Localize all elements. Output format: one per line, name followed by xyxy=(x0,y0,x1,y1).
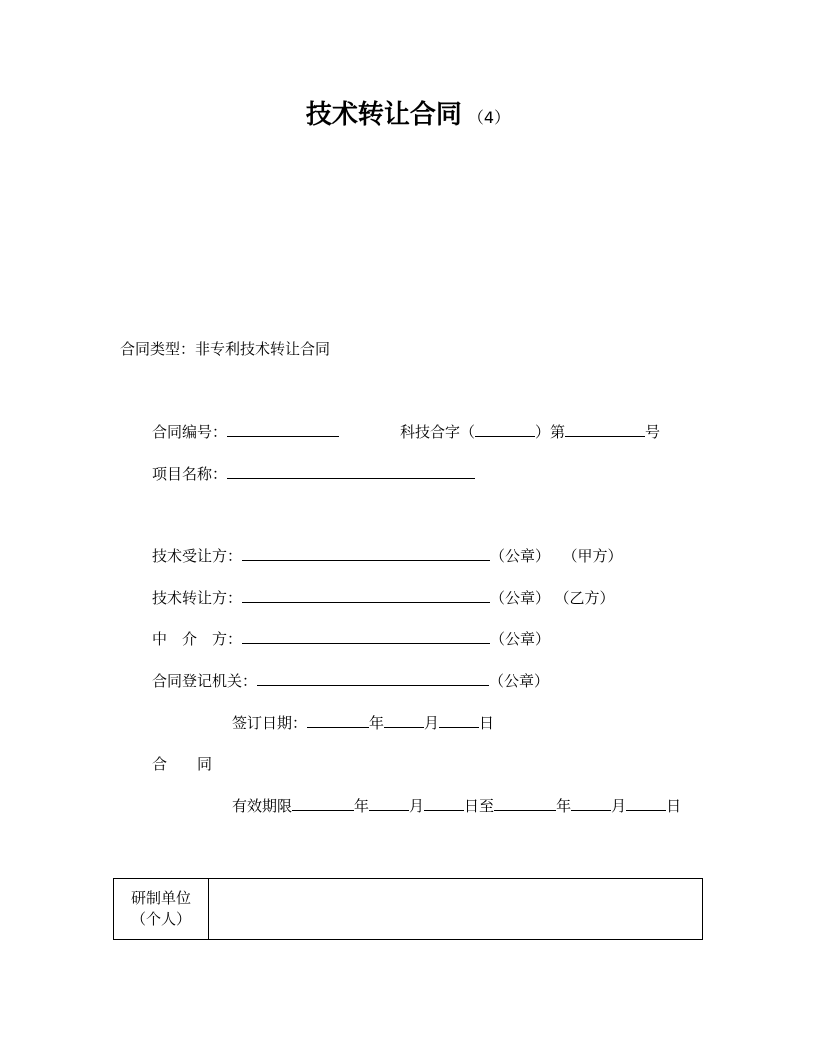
sign-date-label: 签订日期： xyxy=(232,714,308,732)
developer-label-line2: （个人） xyxy=(130,910,191,928)
party-label: 技术转让方： xyxy=(152,589,243,607)
contract-number-line xyxy=(152,422,339,442)
validity-year-unit: 年 xyxy=(354,797,370,815)
project-name-line xyxy=(152,464,475,484)
sign-day-field[interactable] xyxy=(439,713,479,728)
validity-day2-field[interactable] xyxy=(626,796,666,811)
sign-year-field[interactable] xyxy=(307,713,369,728)
party-seal: （公章） xyxy=(490,630,551,648)
validity-day2-unit: 日 xyxy=(666,797,682,815)
party-field[interactable] xyxy=(242,546,490,561)
sign-date-line xyxy=(232,713,494,733)
tech-code-mid: ）第 xyxy=(535,423,566,441)
party-label: 技术受让方： xyxy=(152,547,243,565)
registry-line xyxy=(152,671,549,691)
tech-code-suffix: 号 xyxy=(645,423,661,441)
developer-value-cell[interactable] xyxy=(209,879,702,939)
validity-year2-field[interactable] xyxy=(494,796,556,811)
party-line-assignee xyxy=(152,546,623,566)
developer-label-cell xyxy=(114,879,209,939)
contract-type-value: 非专利技术转让合同 xyxy=(195,340,331,358)
contract-type-line xyxy=(120,339,330,359)
validity-year2-unit: 年 xyxy=(556,797,572,815)
party-label: 中 介 方： xyxy=(152,630,243,648)
validity-prefix: 合 同 xyxy=(152,755,213,773)
sign-day-unit: 日 xyxy=(479,714,495,732)
party-role: （乙方） xyxy=(562,589,615,607)
contract-number-label: 合同编号： xyxy=(152,423,228,441)
party-field[interactable] xyxy=(242,588,490,603)
sign-year-unit: 年 xyxy=(369,714,385,732)
party-field[interactable] xyxy=(242,629,490,644)
tech-code-line xyxy=(400,422,660,442)
validity-month2-unit: 月 xyxy=(611,797,627,815)
sign-month-field[interactable] xyxy=(384,713,424,728)
validity-day-to: 日至 xyxy=(464,797,495,815)
developer-label-line1: 研制单位 xyxy=(130,889,191,907)
project-name-field[interactable] xyxy=(227,464,475,479)
party-seal: （公章） xyxy=(490,547,551,565)
developer-table xyxy=(113,878,703,940)
title-main: 技术转让合同 xyxy=(305,100,462,130)
validity-month-field[interactable] xyxy=(369,796,409,811)
sign-month-unit: 月 xyxy=(424,714,440,732)
contract-number-field[interactable] xyxy=(227,422,339,437)
title-suffix: （4） xyxy=(467,108,511,127)
registry-seal: （公章） xyxy=(489,672,550,690)
party-line-intermediary xyxy=(152,629,550,649)
tech-code-number-field[interactable] xyxy=(565,422,645,437)
registry-label: 合同登记机关： xyxy=(152,672,258,690)
registry-field[interactable] xyxy=(257,671,489,686)
document-title xyxy=(0,98,816,135)
party-line-assignor xyxy=(152,588,615,608)
validity-line xyxy=(232,796,681,816)
validity-label: 有效期限 xyxy=(232,797,293,815)
validity-year-field[interactable] xyxy=(292,796,354,811)
validity-day-field[interactable] xyxy=(424,796,464,811)
tech-code-year-field[interactable] xyxy=(475,422,535,437)
contract-type-label: 合同类型： xyxy=(120,340,196,358)
validity-month2-field[interactable] xyxy=(571,796,611,811)
validity-month-unit: 月 xyxy=(409,797,425,815)
tech-code-prefix: 科技合字（ xyxy=(400,423,476,441)
project-name-label: 项目名称： xyxy=(152,465,228,483)
party-role: （甲方） xyxy=(570,547,623,565)
party-seal: （公章） xyxy=(490,589,551,607)
